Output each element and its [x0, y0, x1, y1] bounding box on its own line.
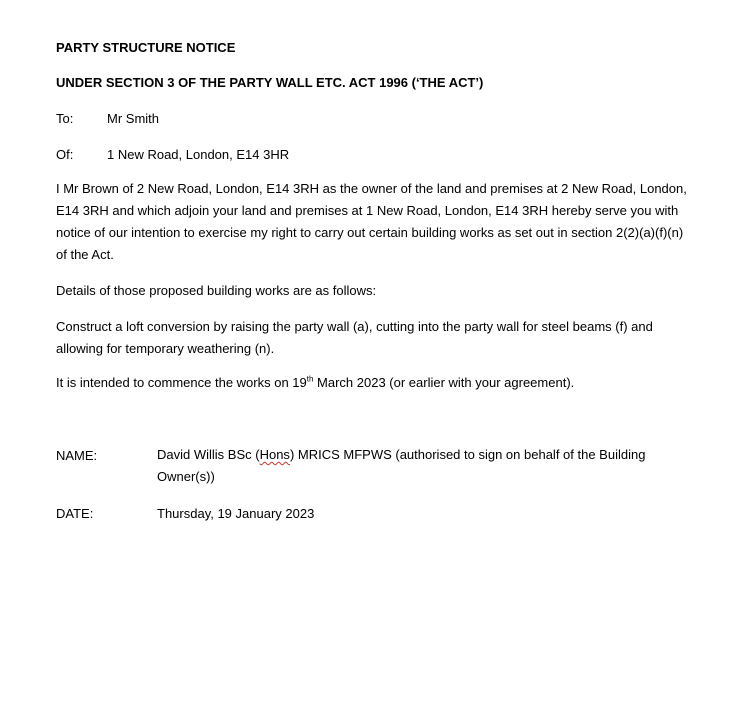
to-value: Mr Smith [107, 111, 159, 126]
intro-paragraph: I Mr Brown of 2 New Road, London, E14 3RH as the owner of the land and premises at 2 New Road, London, E14 3RH and which adjoin your land and premises at 1 New Road, London, E14 3RH hereby serve you with notice of our intention to exercise my right to carry out certain building works as set out in section 2(2)(a)(f)(n) of the Act. [56, 181, 687, 262]
commence-prefix: It is intended to commence the works on 19 [56, 375, 307, 390]
commence-suffix: March 2023 (or earlier with your agreement). [313, 375, 575, 390]
details-heading: Details of those proposed building works are as follows: [56, 283, 377, 298]
works-paragraph: Construct a loft conversion by raising the party wall (a), cutting into the party wall for steel beams (f) and allowing for temporary weathering (n). [56, 319, 653, 356]
name-hons-spellcheck: Hons [259, 447, 290, 462]
date-label: DATE: [56, 506, 94, 521]
notice-subtitle: UNDER SECTION 3 OF THE PARTY WALL ETC. ACT 1996 (‘THE ACT’) [56, 75, 484, 90]
commence-ordinal: th [306, 374, 314, 384]
of-label: Of: [56, 147, 74, 162]
commence-paragraph [56, 372, 696, 394]
name-label: NAME: [56, 448, 98, 463]
date-value: Thursday, 19 January 2023 [157, 506, 315, 521]
to-label: To: [56, 111, 74, 126]
notice-title: PARTY STRUCTURE NOTICE [56, 40, 236, 55]
name-part-2: ) MRICS MFPWS (authorised to sign on behalf of the Building Owner(s)) [157, 447, 646, 484]
name-value [157, 444, 687, 488]
of-value: 1 New Road, London, E14 3HR [107, 147, 290, 162]
name-part-1: David Willis BSc ( [157, 447, 260, 462]
